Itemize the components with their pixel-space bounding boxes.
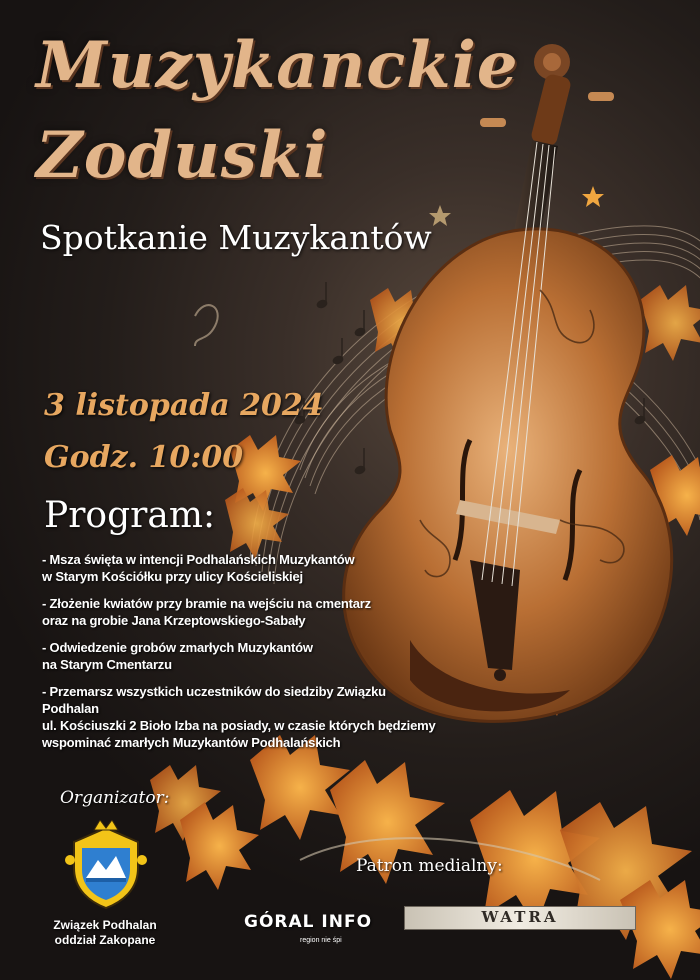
organizer-label: Organizator: xyxy=(60,788,170,808)
patron-label: Patron medialny: xyxy=(356,856,503,876)
title-line-1: Muzykanckie xyxy=(36,28,519,103)
program-list xyxy=(42,551,442,761)
title-line-2: Zoduski xyxy=(36,118,329,193)
patron-goral-tagline: region nie śpi xyxy=(300,937,342,944)
program-item-march: - Przemarsz wszystkich uczestników do siedziby Związku Podhalan ul. Kościuszki 2 Bioło Izba na posiady, w czasie których będziemy wspominać zmarłych Muzykantów Podhalańskich xyxy=(42,684,436,750)
subtitle: Spotkanie Muzykantów xyxy=(40,218,432,257)
event-date: 3 listopada 2024 xyxy=(44,388,324,423)
program-item-flowers: - Złożenie kwiatów przy bramie na wejściu na cmentarz oraz na grobie Jana Krzeptowskiego-Sabały xyxy=(42,596,371,628)
patron-watra-logo: WATRA xyxy=(481,908,559,926)
patron-goral-info-logo: GÓRAL INFO xyxy=(244,912,373,932)
star-decor xyxy=(582,186,604,207)
program-item-mass: - Msza święta w intencji Podhalańskich Muzykantów w Starym Kościółku przy ulicy Kościeliskiej xyxy=(42,552,355,584)
organizer-coat-of-arms-icon xyxy=(64,820,148,910)
event-time: Godz. 10:00 xyxy=(44,440,244,475)
program-item-graves: - Odwiedzenie grobów zmarłych Muzykantów na Starym Cmentarzu xyxy=(42,640,313,672)
program-heading: Program: xyxy=(44,495,216,536)
organizer-name: Związek Podhalan oddział Zakopane xyxy=(53,918,157,947)
